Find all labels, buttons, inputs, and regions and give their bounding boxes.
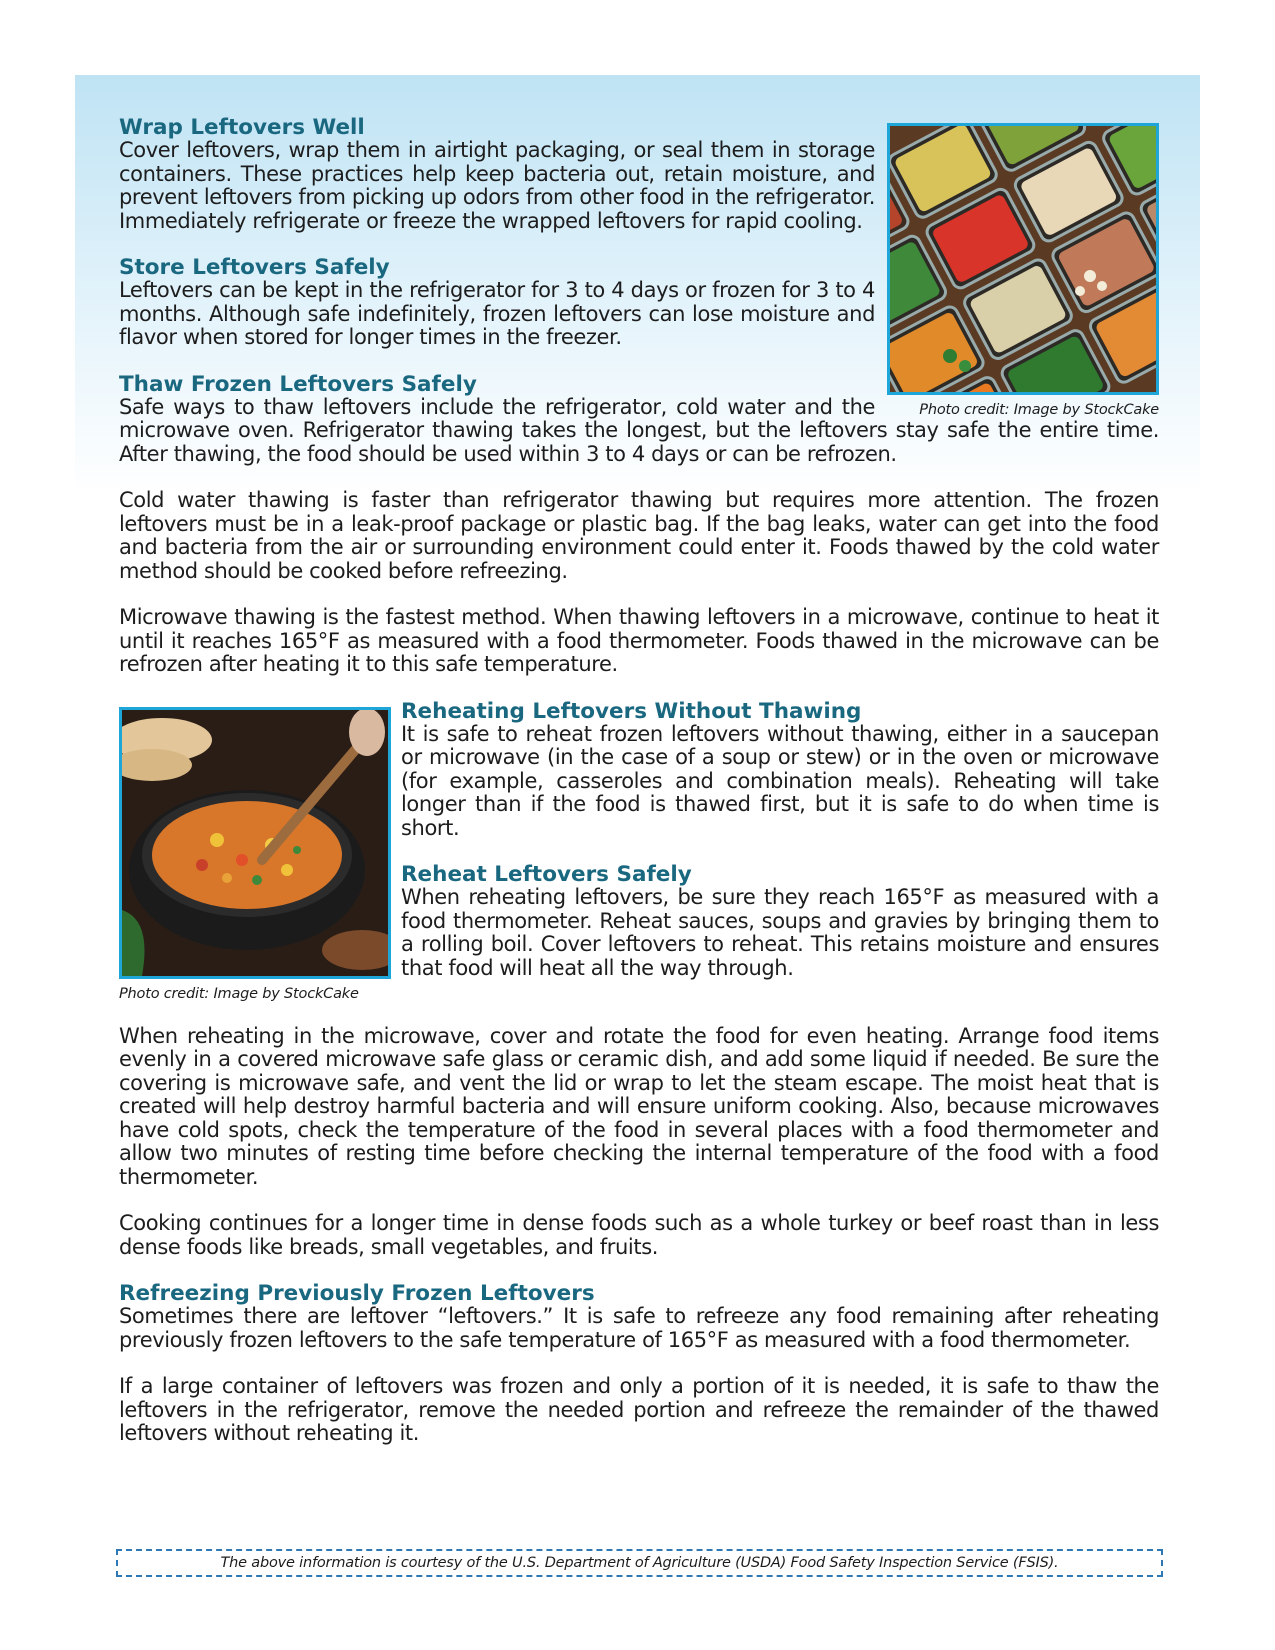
photo-frame bbox=[119, 707, 391, 979]
paragraph: Sometimes there are leftover “leftovers.” It is safe to refreeze any food remaining after reheating previously frozen leftovers to the safe temperature of 165°F as measured with a food thermometer. bbox=[119, 1304, 1159, 1352]
meal-prep-containers-image bbox=[890, 126, 1156, 392]
paragraph: Leftovers can be kept in the refrigerator for 3 to 4 days or frozen for 3 to 4 months. Although safe indefinitely, frozen leftovers can lose moisture and flavor when stored for longer times in the freezer. bbox=[119, 278, 875, 349]
paragraph: If a large container of leftovers was frozen and only a portion of it is needed, it is safe to thaw the leftovers in the refrigerator, remove the needed portion and refreeze the remainder of the thawed leftovers without reheating it. bbox=[119, 1374, 1159, 1445]
photo-credit: Photo credit: Image by StockCake bbox=[119, 985, 359, 1002]
heading-reheating-without-thawing: Reheating Leftovers Without Thawing bbox=[401, 698, 862, 724]
paragraph: When reheating leftovers, be sure they reach 165°F as measured with a food thermometer. Reheat sauces, soups and gravies by bringing them to a rolling boil. Cover leftovers to reheat. This retains moisture and ensures that food will heat all the way through. bbox=[401, 885, 1159, 980]
photo-leftover-containers bbox=[887, 123, 1159, 418]
heading-thaw-leftovers: Thaw Frozen Leftovers Safely bbox=[119, 371, 477, 397]
paragraph: Cold water thawing is faster than refrigerator thawing but requires more attention. The frozen leftovers must be in a leak-proof package or plastic bag. If the bag leaks, water can get into the food and bacteria from the air or surrounding environment could enter it. Foods thawed by the cold water method should be cooked before refreezing. bbox=[119, 488, 1159, 583]
heading-wrap-leftovers: Wrap Leftovers Well bbox=[119, 115, 365, 140]
photo-frame bbox=[887, 123, 1159, 395]
heading-reheat-leftovers: Reheat Leftovers Safely bbox=[401, 862, 692, 887]
paragraph: It is safe to reheat frozen leftovers without thawing, either in a saucepan or microwave (in the case of a soup or stew) or in the oven or microwave (for example, casseroles and combination meals). Reheating will take longer than if the food is thawed first, but it is safe to do when time is short. bbox=[401, 721, 1159, 840]
paragraph: Cover leftovers, wrap them in airtight packaging, or seal them in storage containers. These practices help keep bacteria out, retain moisture, and prevent leftovers from picking up odors from other food in the refrigerator. Immediately refrigerate or freeze the wrapped leftovers for rapid cooling. bbox=[119, 138, 875, 233]
article-content bbox=[119, 116, 1159, 1446]
soup-pot-image bbox=[122, 710, 388, 976]
paragraph: Microwave thawing is the fastest method. When thawing leftovers in a microwave, continue to heat it until it reaches 165°F as measured with a food thermometer. Foods thawed in the microwave can be refrozen after heating it to this safe temperature. bbox=[119, 605, 1159, 676]
heading-store-leftovers: Store Leftovers Safely bbox=[119, 255, 390, 280]
paragraph: Cooking continues for a longer time in dense foods such as a whole turkey or beef roast than in less dense foods like breads, small vegetables, and fruits. bbox=[119, 1211, 1159, 1259]
photo-soup-pot bbox=[119, 707, 391, 1002]
heading-refreezing-leftovers: Refreezing Previously Frozen Leftovers bbox=[119, 1281, 595, 1306]
paragraph: When reheating in the microwave, cover and rotate the food for even heating. Arrange food items evenly in a covered microwave safe glass or ceramic dish, and add some liquid if needed. Be sure the covering is microwave safe, and vent the lid or wrap to let the steam escape. The moist heat that is created will help destroy harmful bacteria and will ensure uniform cooking. Also, because microwaves have cold spots, check the temperature of the food in several places with a food thermometer and allow two minutes of resting time before checking the internal temperature of the food with a food thermometer. bbox=[119, 1023, 1159, 1189]
paragraph: Safe ways to thaw leftovers include the refrigerator, cold water and the microwave oven. Refrigerator thawing takes the longest, but the leftovers stay safe the entire time. After thawing, the food should be used within 3 to 4 days or can be refrozen. bbox=[119, 394, 1159, 466]
footer-attribution: The above information is courtesy of the U.S. Department of Agriculture (USDA) Food Safety Inspection Service (FSIS). bbox=[116, 1549, 1163, 1577]
photo-credit: Photo credit: Image by StockCake bbox=[919, 402, 1159, 418]
